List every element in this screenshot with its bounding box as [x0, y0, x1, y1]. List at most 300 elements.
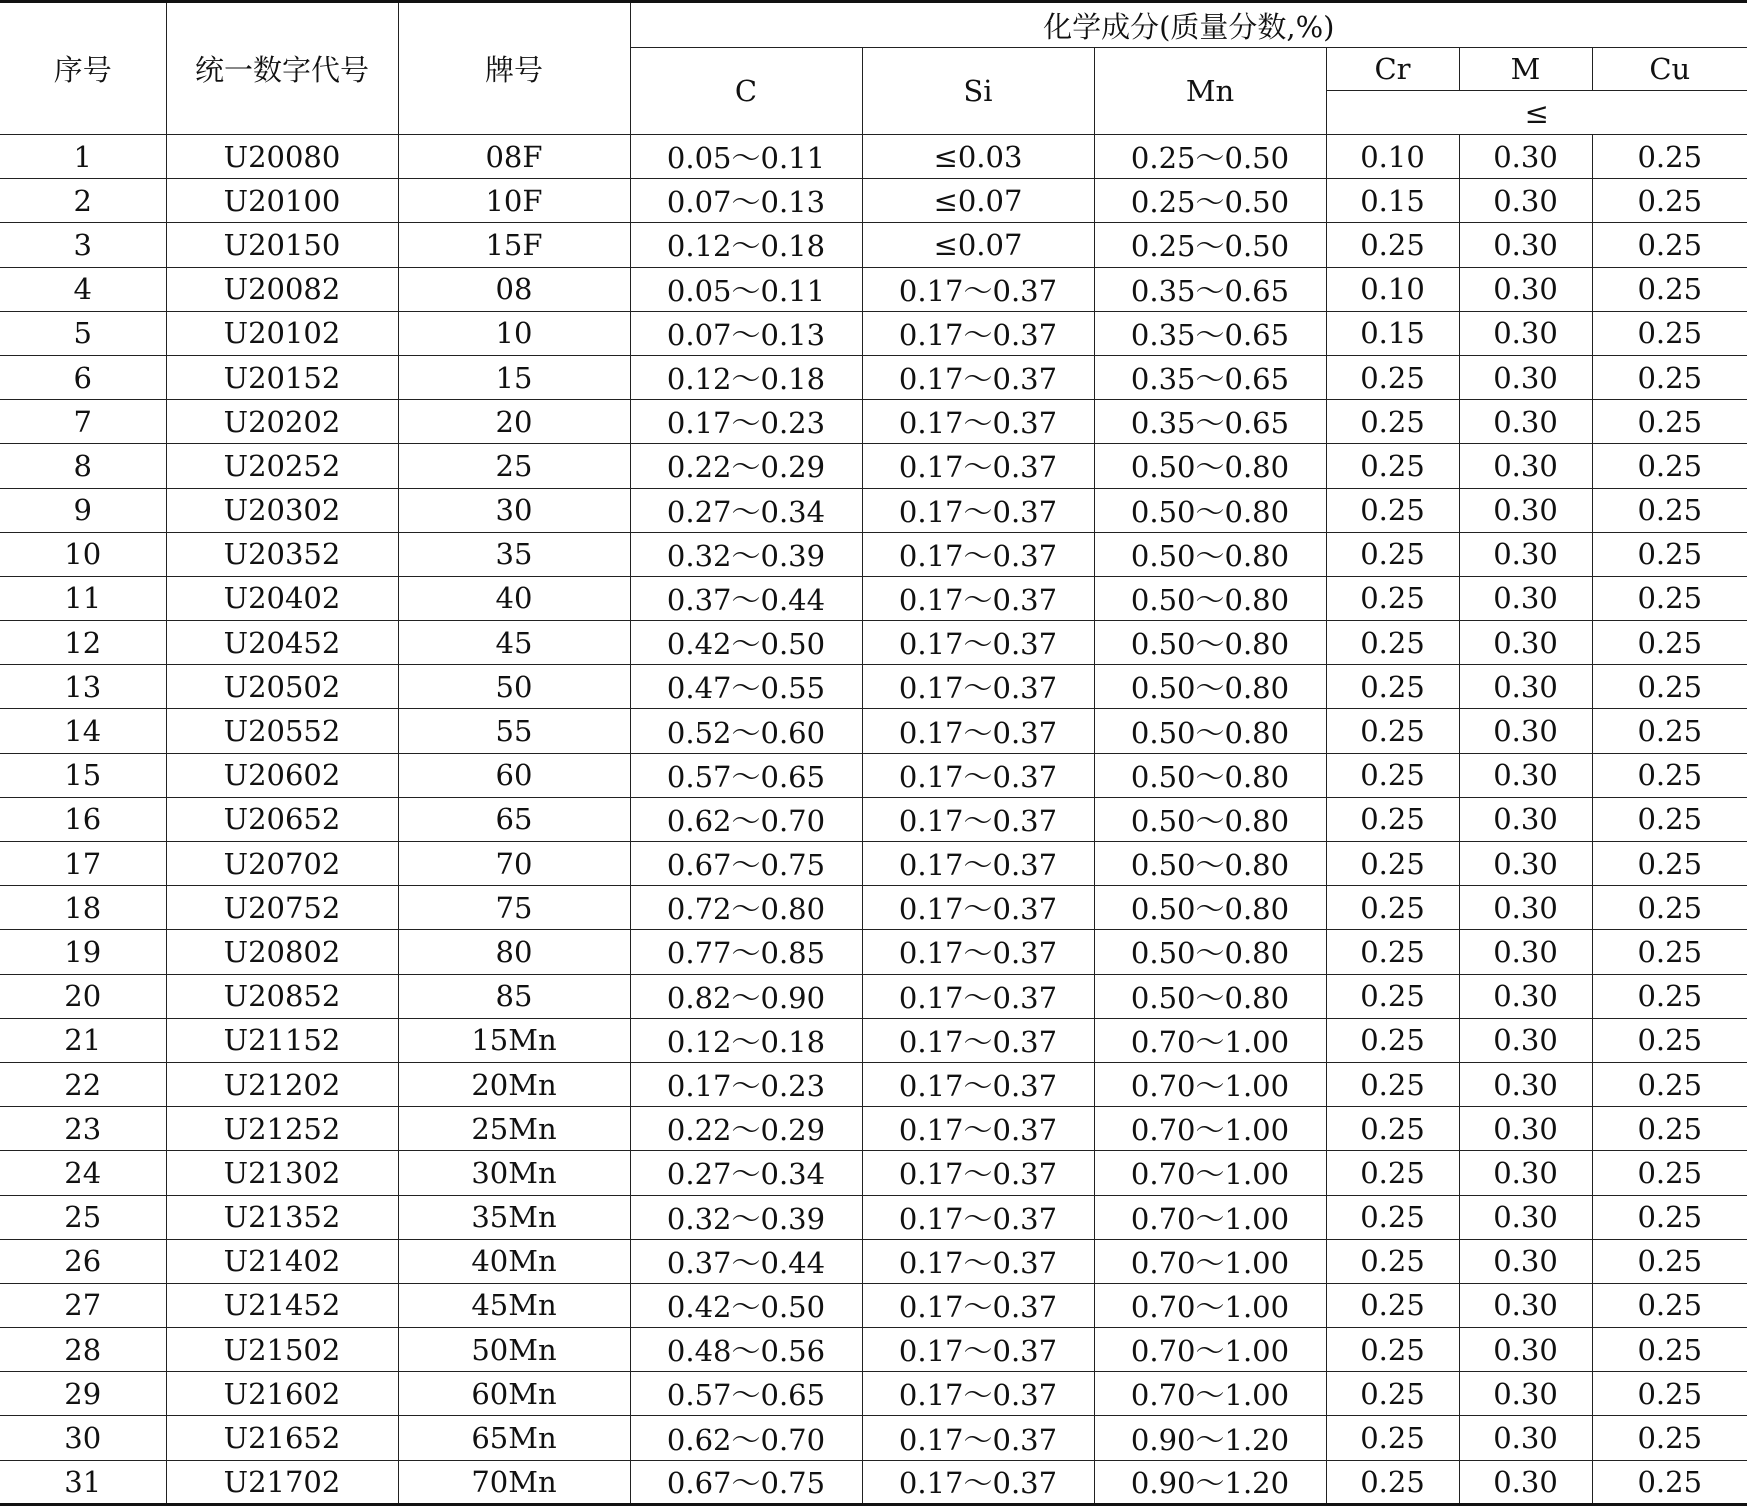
cell-mn: 0.70～1.00 — [1094, 1239, 1326, 1283]
cell-cu: 0.25 — [1592, 267, 1747, 311]
cell-m: 0.30 — [1459, 179, 1592, 223]
cell-grade: 40Mn — [398, 1239, 630, 1283]
cell-grade: 35Mn — [398, 1195, 630, 1239]
table-row — [0, 488, 1747, 532]
cell-cu: 0.25 — [1592, 576, 1747, 620]
cell-m: 0.30 — [1459, 400, 1592, 444]
cell-m: 0.30 — [1459, 444, 1592, 488]
cell-grade: 08 — [398, 267, 630, 311]
cell-mn: 0.50～0.80 — [1094, 576, 1326, 620]
cell-si: 0.17～0.37 — [862, 1460, 1094, 1504]
cell-code: U21152 — [166, 1018, 398, 1062]
cell-mn: 0.50～0.80 — [1094, 930, 1326, 974]
cell-mn: 0.50～0.80 — [1094, 886, 1326, 930]
table-header — [0, 2, 1747, 135]
table-row — [0, 886, 1747, 930]
cell-mn: 0.35～0.65 — [1094, 267, 1326, 311]
cell-cr: 0.25 — [1326, 886, 1459, 930]
cell-cu: 0.25 — [1592, 1107, 1747, 1151]
cell-cr: 0.25 — [1326, 1195, 1459, 1239]
cell-m: 0.30 — [1459, 974, 1592, 1018]
cell-code: U20502 — [166, 665, 398, 709]
cell-cu: 0.25 — [1592, 930, 1747, 974]
cell-seq: 21 — [0, 1018, 166, 1062]
cell-si: 0.17～0.37 — [862, 1283, 1094, 1327]
table-row — [0, 1372, 1747, 1416]
header-seq: 序号 — [0, 2, 166, 135]
cell-grade: 50 — [398, 665, 630, 709]
cell-si: 0.17～0.37 — [862, 930, 1094, 974]
cell-cu: 0.25 — [1592, 311, 1747, 355]
table-row — [0, 1328, 1747, 1372]
cell-code: U21452 — [166, 1283, 398, 1327]
cell-mn: 0.70～1.00 — [1094, 1107, 1326, 1151]
cell-mn: 0.50～0.80 — [1094, 797, 1326, 841]
cell-seq: 15 — [0, 753, 166, 797]
table-row — [0, 930, 1747, 974]
cell-c: 0.57～0.65 — [630, 1372, 862, 1416]
cell-mn: 0.50～0.80 — [1094, 621, 1326, 665]
cell-grade: 60Mn — [398, 1372, 630, 1416]
cell-mn: 0.25～0.50 — [1094, 179, 1326, 223]
table-row — [0, 709, 1747, 753]
cell-cu: 0.25 — [1592, 444, 1747, 488]
cell-seq: 6 — [0, 355, 166, 399]
cell-seq: 25 — [0, 1195, 166, 1239]
cell-code: U20852 — [166, 974, 398, 1018]
table-row — [0, 753, 1747, 797]
cell-c: 0.62～0.70 — [630, 797, 862, 841]
table-row — [0, 576, 1747, 620]
cell-cu: 0.25 — [1592, 1062, 1747, 1106]
cell-m: 0.30 — [1459, 355, 1592, 399]
cell-seq: 30 — [0, 1416, 166, 1460]
cell-seq: 17 — [0, 842, 166, 886]
cell-seq: 14 — [0, 709, 166, 753]
cell-code: U21252 — [166, 1107, 398, 1151]
cell-c: 0.77～0.85 — [630, 930, 862, 974]
cell-code: U21202 — [166, 1062, 398, 1106]
table-row — [0, 179, 1747, 223]
cell-cu: 0.25 — [1592, 974, 1747, 1018]
cell-cu: 0.25 — [1592, 709, 1747, 753]
cell-mn: 0.90～1.20 — [1094, 1416, 1326, 1460]
cell-cr: 0.15 — [1326, 179, 1459, 223]
cell-mn: 0.70～1.00 — [1094, 1328, 1326, 1372]
table-row — [0, 267, 1747, 311]
cell-code: U21602 — [166, 1372, 398, 1416]
table-row — [0, 1239, 1747, 1283]
cell-cu: 0.25 — [1592, 1283, 1747, 1327]
cell-cu: 0.25 — [1592, 1328, 1747, 1372]
cell-seq: 22 — [0, 1062, 166, 1106]
cell-m: 0.30 — [1459, 1107, 1592, 1151]
cell-code: U21402 — [166, 1239, 398, 1283]
cell-c: 0.07～0.13 — [630, 179, 862, 223]
cell-cr: 0.25 — [1326, 753, 1459, 797]
cell-si: 0.17～0.37 — [862, 1372, 1094, 1416]
cell-code: U20080 — [166, 135, 398, 179]
header-composition: 化学成分(质量分数,%) — [630, 2, 1747, 48]
cell-cu: 0.25 — [1592, 355, 1747, 399]
cell-code: U20652 — [166, 797, 398, 841]
cell-m: 0.30 — [1459, 1239, 1592, 1283]
cell-grade: 40 — [398, 576, 630, 620]
table-row — [0, 842, 1747, 886]
cell-cr: 0.25 — [1326, 1151, 1459, 1195]
cell-si: 0.17～0.37 — [862, 1416, 1094, 1460]
cell-cu: 0.25 — [1592, 1239, 1747, 1283]
table-row — [0, 311, 1747, 355]
cell-cr: 0.10 — [1326, 135, 1459, 179]
cell-code: U21352 — [166, 1195, 398, 1239]
cell-code: U20302 — [166, 488, 398, 532]
cell-mn: 0.70～1.00 — [1094, 1018, 1326, 1062]
table-row — [0, 1283, 1747, 1327]
cell-si: 0.17～0.37 — [862, 621, 1094, 665]
cell-seq: 28 — [0, 1328, 166, 1372]
cell-seq: 13 — [0, 665, 166, 709]
cell-m: 0.30 — [1459, 1195, 1592, 1239]
cell-cr: 0.25 — [1326, 444, 1459, 488]
cell-cu: 0.25 — [1592, 1151, 1747, 1195]
header-code: 统一数字代号 — [166, 2, 398, 135]
cell-mn: 0.25～0.50 — [1094, 223, 1326, 267]
cell-grade: 65Mn — [398, 1416, 630, 1460]
cell-c: 0.47～0.55 — [630, 665, 862, 709]
cell-grade: 20 — [398, 400, 630, 444]
cell-si: 0.17～0.37 — [862, 1328, 1094, 1372]
cell-cr: 0.25 — [1326, 1018, 1459, 1062]
header-max-note: ≤ — [1326, 91, 1747, 135]
cell-m: 0.30 — [1459, 1018, 1592, 1062]
cell-m: 0.30 — [1459, 842, 1592, 886]
cell-grade: 70 — [398, 842, 630, 886]
cell-grade: 80 — [398, 930, 630, 974]
table-row — [0, 532, 1747, 576]
cell-si: 0.17～0.37 — [862, 1107, 1094, 1151]
cell-m: 0.30 — [1459, 1062, 1592, 1106]
cell-si: 0.17～0.37 — [862, 1018, 1094, 1062]
cell-seq: 23 — [0, 1107, 166, 1151]
cell-c: 0.17～0.23 — [630, 400, 862, 444]
cell-seq: 9 — [0, 488, 166, 532]
cell-c: 0.82～0.90 — [630, 974, 862, 1018]
cell-cu: 0.25 — [1592, 135, 1747, 179]
cell-cr: 0.25 — [1326, 974, 1459, 1018]
table-row — [0, 355, 1747, 399]
cell-cu: 0.25 — [1592, 532, 1747, 576]
cell-grade: 45 — [398, 621, 630, 665]
cell-cr: 0.25 — [1326, 930, 1459, 974]
header-cu: Cu — [1592, 48, 1747, 91]
cell-mn: 0.70～1.00 — [1094, 1283, 1326, 1327]
cell-cr: 0.25 — [1326, 709, 1459, 753]
cell-seq: 10 — [0, 532, 166, 576]
cell-m: 0.30 — [1459, 1460, 1592, 1504]
table-row — [0, 1460, 1747, 1504]
table-row — [0, 223, 1747, 267]
cell-m: 0.30 — [1459, 1372, 1592, 1416]
cell-cu: 0.25 — [1592, 665, 1747, 709]
cell-si: 0.17～0.37 — [862, 974, 1094, 1018]
table-row — [0, 797, 1747, 841]
cell-m: 0.30 — [1459, 1283, 1592, 1327]
cell-mn: 0.35～0.65 — [1094, 400, 1326, 444]
cell-cr: 0.25 — [1326, 1239, 1459, 1283]
cell-mn: 0.50～0.80 — [1094, 753, 1326, 797]
cell-cu: 0.25 — [1592, 621, 1747, 665]
cell-si: 0.17～0.37 — [862, 1239, 1094, 1283]
cell-grade: 85 — [398, 974, 630, 1018]
cell-si: 0.17～0.37 — [862, 400, 1094, 444]
cell-cu: 0.25 — [1592, 1372, 1747, 1416]
cell-c: 0.07～0.13 — [630, 311, 862, 355]
cell-si: ≤0.07 — [862, 223, 1094, 267]
cell-code: U20152 — [166, 355, 398, 399]
header-row-1 — [0, 2, 1747, 48]
cell-grade: 10F — [398, 179, 630, 223]
cell-mn: 0.50～0.80 — [1094, 842, 1326, 886]
cell-cu: 0.25 — [1592, 1018, 1747, 1062]
cell-c: 0.52～0.60 — [630, 709, 862, 753]
cell-grade: 15 — [398, 355, 630, 399]
cell-code: U20352 — [166, 532, 398, 576]
cell-c: 0.32～0.39 — [630, 1195, 862, 1239]
cell-code: U20552 — [166, 709, 398, 753]
cell-c: 0.57～0.65 — [630, 753, 862, 797]
cell-code: U20752 — [166, 886, 398, 930]
cell-m: 0.30 — [1459, 665, 1592, 709]
cell-c: 0.48～0.56 — [630, 1328, 862, 1372]
table-row — [0, 1062, 1747, 1106]
cell-cr: 0.10 — [1326, 267, 1459, 311]
cell-c: 0.12～0.18 — [630, 355, 862, 399]
cell-mn: 0.50～0.80 — [1094, 488, 1326, 532]
cell-grade: 15F — [398, 223, 630, 267]
cell-m: 0.30 — [1459, 311, 1592, 355]
cell-m: 0.30 — [1459, 621, 1592, 665]
cell-mn: 0.70～1.00 — [1094, 1195, 1326, 1239]
cell-c: 0.37～0.44 — [630, 576, 862, 620]
cell-seq: 16 — [0, 797, 166, 841]
cell-seq: 3 — [0, 223, 166, 267]
cell-code: U20082 — [166, 267, 398, 311]
cell-grade: 50Mn — [398, 1328, 630, 1372]
cell-grade: 65 — [398, 797, 630, 841]
cell-c: 0.05～0.11 — [630, 135, 862, 179]
cell-m: 0.30 — [1459, 1416, 1592, 1460]
cell-c: 0.62～0.70 — [630, 1416, 862, 1460]
cell-c: 0.32～0.39 — [630, 532, 862, 576]
cell-grade: 55 — [398, 709, 630, 753]
cell-si: ≤0.03 — [862, 135, 1094, 179]
cell-seq: 24 — [0, 1151, 166, 1195]
cell-si: 0.17～0.37 — [862, 709, 1094, 753]
cell-mn: 0.35～0.65 — [1094, 311, 1326, 355]
cell-code: U20252 — [166, 444, 398, 488]
cell-code: U20150 — [166, 223, 398, 267]
cell-seq: 26 — [0, 1239, 166, 1283]
cell-c: 0.42～0.50 — [630, 1283, 862, 1327]
cell-code: U21302 — [166, 1151, 398, 1195]
cell-grade: 30Mn — [398, 1151, 630, 1195]
cell-cr: 0.25 — [1326, 1283, 1459, 1327]
header-cr: Cr — [1326, 48, 1459, 91]
cell-seq: 31 — [0, 1460, 166, 1504]
cell-m: 0.30 — [1459, 488, 1592, 532]
table-row — [0, 1151, 1747, 1195]
cell-si: 0.17～0.37 — [862, 842, 1094, 886]
cell-mn: 0.50～0.80 — [1094, 444, 1326, 488]
cell-mn: 0.50～0.80 — [1094, 532, 1326, 576]
cell-code: U21502 — [166, 1328, 398, 1372]
cell-seq: 7 — [0, 400, 166, 444]
cell-grade: 35 — [398, 532, 630, 576]
cell-c: 0.67～0.75 — [630, 842, 862, 886]
cell-si: 0.17～0.37 — [862, 311, 1094, 355]
cell-m: 0.30 — [1459, 576, 1592, 620]
cell-cu: 0.25 — [1592, 223, 1747, 267]
cell-cr: 0.25 — [1326, 488, 1459, 532]
cell-cr: 0.25 — [1326, 665, 1459, 709]
cell-grade: 15Mn — [398, 1018, 630, 1062]
cell-code: U20100 — [166, 179, 398, 223]
cell-si: 0.17～0.37 — [862, 1195, 1094, 1239]
table-row — [0, 1018, 1747, 1062]
cell-cr: 0.25 — [1326, 1416, 1459, 1460]
cell-seq: 4 — [0, 267, 166, 311]
cell-m: 0.30 — [1459, 930, 1592, 974]
header-c: C — [630, 48, 862, 135]
cell-grade: 08F — [398, 135, 630, 179]
cell-cr: 0.25 — [1326, 797, 1459, 841]
cell-grade: 30 — [398, 488, 630, 532]
cell-m: 0.30 — [1459, 753, 1592, 797]
cell-cr: 0.25 — [1326, 223, 1459, 267]
cell-seq: 29 — [0, 1372, 166, 1416]
cell-seq: 8 — [0, 444, 166, 488]
cell-grade: 60 — [398, 753, 630, 797]
cell-seq: 1 — [0, 135, 166, 179]
cell-m: 0.30 — [1459, 532, 1592, 576]
cell-seq: 5 — [0, 311, 166, 355]
table-row — [0, 665, 1747, 709]
cell-mn: 0.70～1.00 — [1094, 1062, 1326, 1106]
cell-cr: 0.25 — [1326, 532, 1459, 576]
cell-m: 0.30 — [1459, 267, 1592, 311]
cell-c: 0.37～0.44 — [630, 1239, 862, 1283]
header-grade: 牌号 — [398, 2, 630, 135]
cell-seq: 2 — [0, 179, 166, 223]
cell-cu: 0.25 — [1592, 400, 1747, 444]
table-row — [0, 1195, 1747, 1239]
cell-si: 0.17～0.37 — [862, 267, 1094, 311]
cell-c: 0.12～0.18 — [630, 1018, 862, 1062]
cell-code: U20202 — [166, 400, 398, 444]
cell-cr: 0.25 — [1326, 1460, 1459, 1504]
cell-c: 0.42～0.50 — [630, 621, 862, 665]
cell-m: 0.30 — [1459, 797, 1592, 841]
cell-cr: 0.25 — [1326, 842, 1459, 886]
cell-cr: 0.25 — [1326, 1372, 1459, 1416]
table-row — [0, 621, 1747, 665]
cell-si: ≤0.07 — [862, 179, 1094, 223]
cell-c: 0.67～0.75 — [630, 1460, 862, 1504]
cell-cu: 0.25 — [1592, 1460, 1747, 1504]
cell-c: 0.22～0.29 — [630, 444, 862, 488]
cell-si: 0.17～0.37 — [862, 753, 1094, 797]
header-mn: Mn — [1094, 48, 1326, 135]
table-row — [0, 135, 1747, 179]
table-row — [0, 444, 1747, 488]
cell-m: 0.30 — [1459, 135, 1592, 179]
cell-grade: 70Mn — [398, 1460, 630, 1504]
cell-mn: 0.70～1.00 — [1094, 1372, 1326, 1416]
cell-code: U20402 — [166, 576, 398, 620]
cell-c: 0.12～0.18 — [630, 223, 862, 267]
cell-code: U21702 — [166, 1460, 398, 1504]
cell-cu: 0.25 — [1592, 1195, 1747, 1239]
cell-cr: 0.25 — [1326, 1062, 1459, 1106]
cell-si: 0.17～0.37 — [862, 488, 1094, 532]
cell-si: 0.17～0.37 — [862, 576, 1094, 620]
cell-si: 0.17～0.37 — [862, 797, 1094, 841]
cell-grade: 10 — [398, 311, 630, 355]
cell-si: 0.17～0.37 — [862, 886, 1094, 930]
cell-mn: 0.50～0.80 — [1094, 974, 1326, 1018]
cell-cu: 0.25 — [1592, 753, 1747, 797]
table-body — [0, 135, 1747, 1505]
cell-c: 0.27～0.34 — [630, 1151, 862, 1195]
cell-grade: 25Mn — [398, 1107, 630, 1151]
cell-grade: 20Mn — [398, 1062, 630, 1106]
cell-si: 0.17～0.37 — [862, 532, 1094, 576]
cell-mn: 0.25～0.50 — [1094, 135, 1326, 179]
cell-cr: 0.25 — [1326, 400, 1459, 444]
table-row — [0, 1107, 1747, 1151]
cell-si: 0.17～0.37 — [862, 1151, 1094, 1195]
cell-cr: 0.25 — [1326, 1328, 1459, 1372]
cell-mn: 0.35～0.65 — [1094, 355, 1326, 399]
table-row — [0, 1416, 1747, 1460]
cell-c: 0.17～0.23 — [630, 1062, 862, 1106]
header-si: Si — [862, 48, 1094, 135]
cell-cu: 0.25 — [1592, 886, 1747, 930]
cell-grade: 75 — [398, 886, 630, 930]
cell-code: U20452 — [166, 621, 398, 665]
cell-seq: 20 — [0, 974, 166, 1018]
cell-c: 0.22～0.29 — [630, 1107, 862, 1151]
cell-cr: 0.25 — [1326, 576, 1459, 620]
cell-m: 0.30 — [1459, 223, 1592, 267]
header-m: M — [1459, 48, 1592, 91]
table-row — [0, 974, 1747, 1018]
cell-cr: 0.25 — [1326, 1107, 1459, 1151]
cell-mn: 0.70～1.00 — [1094, 1151, 1326, 1195]
cell-code: U20102 — [166, 311, 398, 355]
cell-m: 0.30 — [1459, 886, 1592, 930]
cell-cu: 0.25 — [1592, 797, 1747, 841]
cell-c: 0.05～0.11 — [630, 267, 862, 311]
cell-seq: 27 — [0, 1283, 166, 1327]
cell-cu: 0.25 — [1592, 842, 1747, 886]
cell-cr: 0.25 — [1326, 355, 1459, 399]
cell-mn: 0.50～0.80 — [1094, 709, 1326, 753]
cell-si: 0.17～0.37 — [862, 355, 1094, 399]
cell-seq: 19 — [0, 930, 166, 974]
cell-mn: 0.50～0.80 — [1094, 665, 1326, 709]
